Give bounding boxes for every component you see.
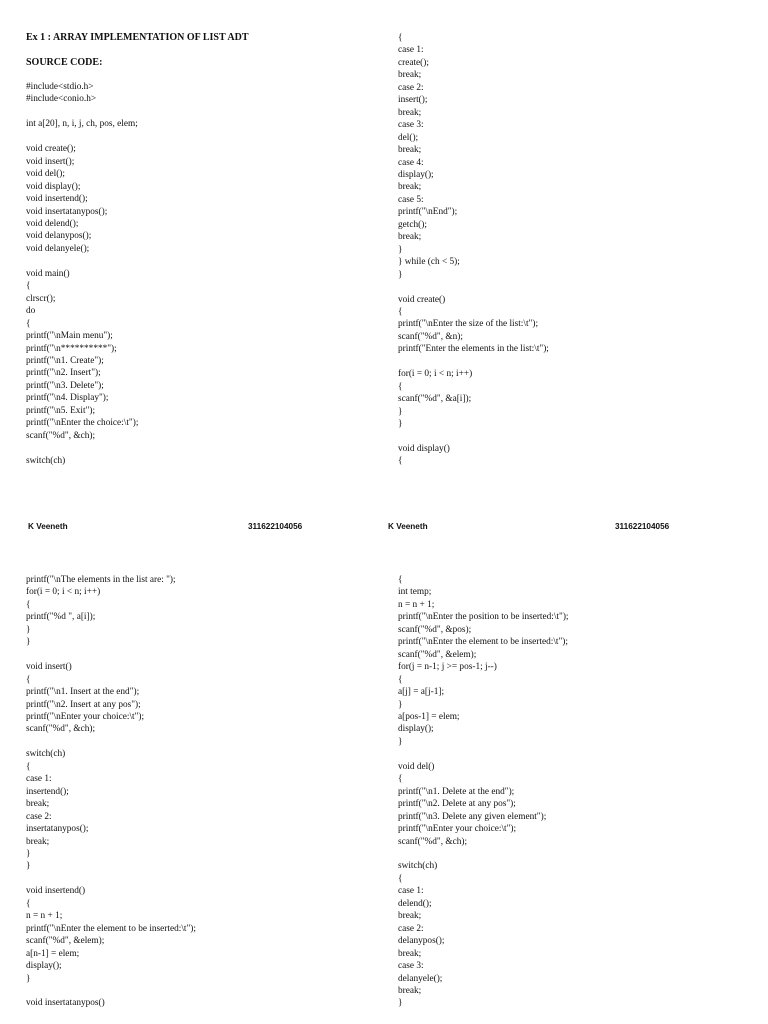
footer-id-left: 311622104056	[248, 522, 303, 531]
footer-id-right: 311622104056	[615, 522, 670, 531]
code-block-page1-left: #include<stdio.h> #include<conio.h> int a[20], n, i, j, ch, pos, elem; void create(); void insert(); void del(); void display(); void insertend(); void insertatanypos(); void delend(); void delanypos(); void delanyele(); void main() { clrscr(); do { printf("\nMain menu"); printf("\n**********"); printf("\n1. Create"); printf("\n2. Insert"); printf("\n3. Delete"); printf("\n4. Display"); printf("\n5. Exit"); printf("\nEnter the choice:\t"); scanf("%d", &ch); switch(ch)	[26, 82, 139, 466]
section-heading: SOURCE CODE:	[26, 57, 103, 68]
document-title: Ex 1 : ARRAY IMPLEMENTATION OF LIST ADT	[26, 32, 249, 43]
footer-name-left: K Veeneth	[28, 522, 68, 531]
code-block-page2-right: { int temp; n = n + 1; printf("\nEnter the position to be inserted:\t"); scanf("%d", &pos); printf("\nEnter the element to be inserted:\t"); scanf("%d", &elem); for(j = n-1; j >= pos-1; j--) { a[j] = a[j-1]; } a[pos-1] = elem; display(); } void del() { printf("\n1. Delete at the end"); printf("\n2. Delete at any pos"); printf("\n3. Delete any given element"); printf("\nEnter your choice:\t"); scanf("%d", &ch); switch(ch) { case 1: delend(); break; case 2: delanypos(); break; case 3: delanyele(); break; }	[398, 575, 569, 1009]
footer-name-right: K Veeneth	[388, 522, 428, 531]
code-block-page1-right: { case 1: create(); break; case 2: insert(); break; case 3: del(); break; case 4: display(); break; case 5: printf("\nEnd"); getch(); break; } } while (ch < 5); } void create() { printf("\nEnter the size of the list:\t"); scanf("%d", &n); printf("Enter the elements in the list:\t"); for(i = 0; i < n; i++) { scanf("%d", &a[i]); } } void display() {	[398, 33, 549, 467]
code-block-page2-left: printf("\nThe elements in the list are: "); for(i = 0; i < n; i++) { printf("%d ", a[i]); } } void insert() { printf("\n1. Insert at the end"); printf("\n2. Insert at any pos"); printf("\nEnter your choice:\t"); scanf("%d", &ch); switch(ch) { case 1: insertend(); break; case 2: insertatanypos(); break; } } void insertend() { n = n + 1; printf("\nEnter the element to be inserted:\t"); scanf("%d", &elem); a[n-1] = elem; display(); } void insertatanypos()	[26, 575, 196, 1009]
